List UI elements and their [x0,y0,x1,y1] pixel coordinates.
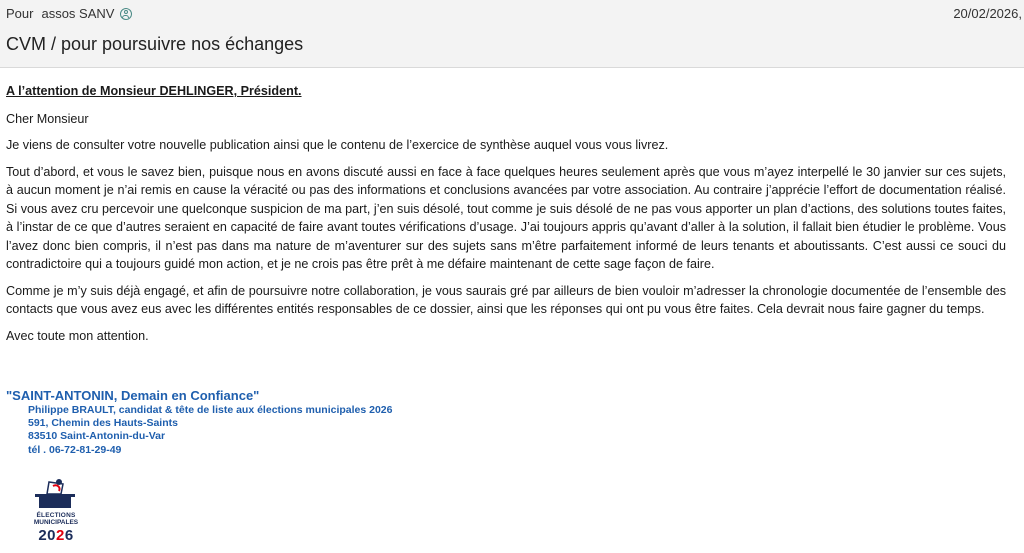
signature-phone: tél . 06-72-81-29-49 [28,443,122,456]
logo-year-part-2: 2 [56,527,65,544]
signature-address-line-2: 83510 Saint-Antonin-du-Var [28,430,166,443]
email-signature [6,388,393,457]
message-header [0,0,1024,68]
message-subject: CVM / pour poursuivre nos échanges [6,34,304,54]
ballot-box-icon [33,478,77,510]
attention-line: A l’attention de Monsieur DEHLINGER, Président. [6,84,302,98]
recipient-name[interactable]: assos SANV [41,6,115,21]
elections-logo [27,476,85,550]
signature-name: Philippe BRAULT, candidat & tête de liste aux élections municipales 2026 [28,404,393,416]
signature-organization: "SAINT-ANTONIN, Demain en Confiance" [6,388,260,403]
contact-icon[interactable] [120,8,132,20]
logo-year-part-3: 6 [64,527,74,544]
signature-address-line-1: 591, Chemin des Hauts-Saints [28,417,178,430]
logo-line-1: ÉLECTIONS [36,512,76,519]
paragraph-3: Comme je m’y suis déjà engagé, et afin de poursuivre notre collaboration, je vous saurais gré par ailleurs de bien vouloir m’adresser la chronologie documentée de l’ensemble des contacts que vous avez eus avec les différentes entités responsables de ce dossier, ainsi que les réponses qui ont pu vous être faites. Cela devrait nous faire gagner du temps. [6,283,1006,316]
logo-line-2: MUNICIPALES [33,519,79,526]
recipient-row [6,6,132,21]
closing-line: Avec toute mon attention. [6,328,149,343]
message-date: 20/02/2026, [953,6,1022,21]
logo-year-part-1: 20 [38,527,56,544]
greeting: Cher Monsieur [6,111,89,126]
to-label: Pour [6,6,34,21]
message-body [6,82,1006,353]
paragraph-1: Je viens de consulter votre nouvelle publication ainsi que le contenu de l’exercice de synthèse auquel vous vous livrez. [6,138,669,152]
paragraph-2: Tout d’abord, et vous le savez bien, puisque nous en avons discuté aussi en face à face quelques heures seulement après que vous m’ayez interpellé le 30 janvier sur ces sujets, à aucun moment je n’ai remis en cause la véracité ou pas des informations et conclusions avancées par votre association. Au contraire j’apprécie l’effort de documentation réalisé. Si vous avez cru percevoir une quelconque suspicion de ma part, j’en suis désolé, tout comme je suis désolé de ne pas vous apporter un plan d’actions, des solutions toutes faites, à l’instar de ce que d’autres seraient en capacité de faire avant toutes vérifications d’usage. J’ai toujours appris qu’avant d’aller à la solution, il fallait bien étudier le problème. Vous l’avez donc bien compris, il n’est pas dans ma nature de m’aventurer sur des sujets sans m’être parfaitement informé de leurs tenants et aboutissants. C’est aussi ce souci du contradictoire qui a toujours guidé mon action, et je ne crois pas être prêt à me défaire maintenant de cette sage façon de faire. [6,164,1006,271]
logo-year [27,527,85,544]
